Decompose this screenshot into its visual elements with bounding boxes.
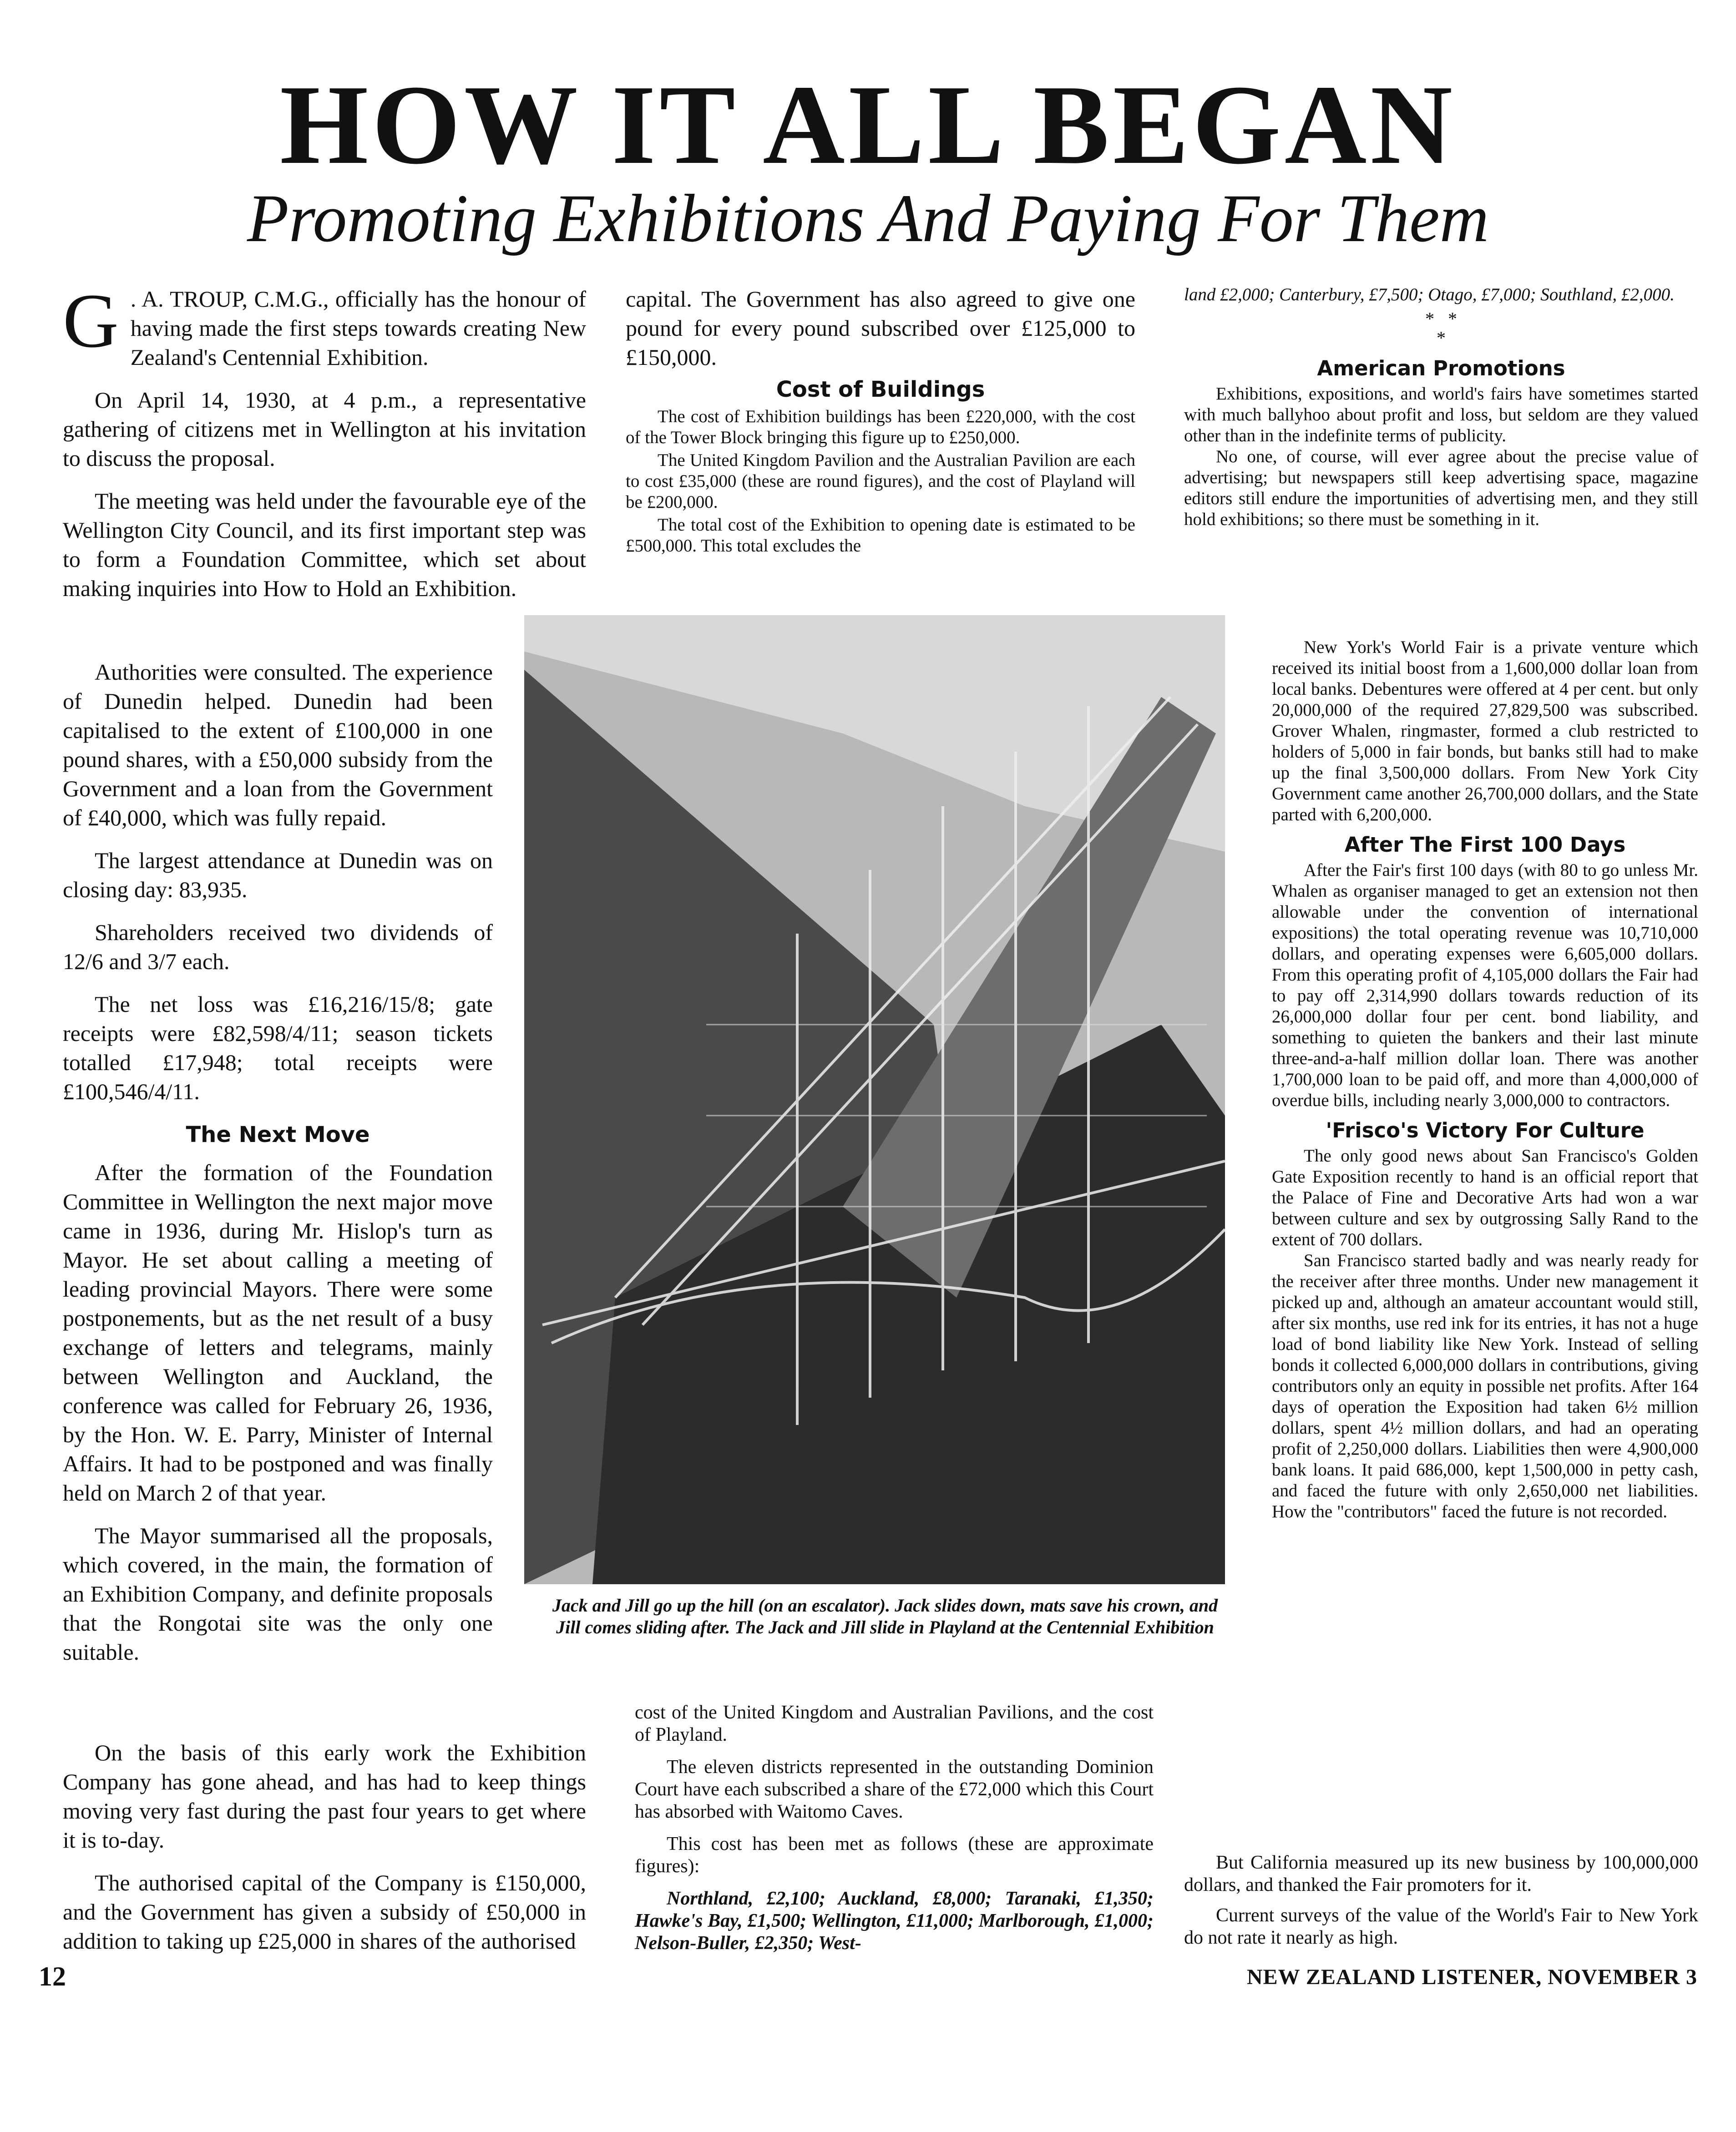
article-paragraph: Exhibitions, expositions, and world's fairs have sometimes started with much ballyhoo about profit and loss, but seldom are they valued other than in the indefinite terms of publicity. <box>1184 384 1698 445</box>
column-3-bottom <box>1184 1852 1698 1949</box>
article-paragraph: The Mayor summarised all the proposals, which covered, in the main, the formation of an Exhibition Company, and definite proposals that the Rongotai site was the only one suitable. <box>63 1523 493 1665</box>
article-paragraph: San Francisco started badly and was nearly ready for the receiver after three months. Under new management it picked up and, although an amateur accountant would still, after six months, use red ink for its entries, it has not a huge load of bond liability like New York. Instead of selling bonds it collected 6,000,000 dollars in contributions, giving contributors only an equity in possible net profits. After 164 days of operation the Exposition had taken 6½ million dollars, spent 4½ million dollars, and had an operating profit of 2,250,000 dollars. Liabilities then were 4,900,000 bank loans. It paid 686,000, kept 1,500,000 in petty cash, and faced the future with only 2,650,000 net liabilities. How the "contributors" faced the future is not recorded. <box>1272 1251 1698 1521</box>
article-paragraph: The cost of Exhibition buildings has been £220,000, with the cost of the Tower Block bringing this figure up to £250,000. <box>626 407 1135 447</box>
article-paragraph: The eleven districts represented in the outstanding Dominion Court have each subscribed a share of the £72,000 which this Court has absorbed with Waitomo Caves. <box>635 1757 1154 1822</box>
article-paragraph: After the Fair's first 100 days (with 80 to go unless Mr. Whalen as organiser managed to get an extension not then allowable under the convention of international expositions) the total operating revenue was 10,710,000 dollars, and operating expenses were 6,605,000 dollars. From this operating profit of 4,105,000 dollars the Fair had to pay off 2,314,990 dollars towards reduction of its 26,000,000 dollar four per cent. bond liability, and something to quieten the bankers and their last minute three-and-a-half million dollar loan. There was another 1,700,000 loan to be paid off, and more than 4,000,000 of overdue bills, including nearly 3,000,000 to contractors. <box>1272 860 1698 1110</box>
section-heading: American Promotions <box>1317 356 1565 380</box>
article-paragraph: Shareholders received two dividends of 12/6 and 3/7 each. <box>63 919 493 974</box>
column-3-narrow <box>1272 637 1698 1522</box>
article-paragraph: G . A. TROUP, C.M.G., officially has the honour of having made the first steps towards creating New Zealand's Centennial Exhibition. <box>63 278 586 370</box>
column-2-bottom <box>635 1702 1154 1968</box>
column-1 <box>63 278 586 616</box>
escalator-photo <box>524 615 1225 1584</box>
article-paragraph: The net loss was £16,216/15/8; gate receipts were £82,598/4/11; season tickets totalled £17,948; total receipts were £100,546/4/11. <box>63 991 493 1104</box>
drop-cap: G <box>63 278 119 364</box>
article-paragraph: The United Kingdom Pavilion and the Australian Pavilion are each to cost £35,000 (these are round figures), and the cost of Playland will be £200,000. <box>626 450 1135 512</box>
masthead: NEW ZEALAND LISTENER, NOVEMBER 3 <box>1247 1965 1697 1989</box>
separator-stars: * * <box>1425 308 1457 329</box>
article-paragraph: capital. The Government has also agreed to give one pound for every pound subscribed over £125,000 to £150,000. <box>626 286 1135 370</box>
photo-illustration <box>524 615 1225 1584</box>
section-heading: The Next Move <box>186 1122 370 1147</box>
article-paragraph: On the basis of this early work the Exhibition Company has gone ahead, and has had to keep things moving very fast during the past four years to get where it is to-day. <box>63 1740 586 1853</box>
article-paragraph: land £2,000; Canterbury, £7,500; Otago, £7,000; Southland, £2,000. <box>1184 285 1675 304</box>
section-heading: After The First 100 Days <box>1344 833 1626 857</box>
article-paragraph: cost of the United Kingdom and Australian Pavilions, and the cost of Playland. <box>635 1702 1154 1745</box>
article-paragraph: Northland, £2,100; Auckland, £8,000; Taranaki, £1,350; Hawke's Bay, £1,500; Wellington, £11,000; Marlborough, £1,000; Nelson-Buller, £2,350; West- <box>635 1888 1154 1954</box>
article-paragraph: Current surveys of the value of the World's Fair to New York do not rate it nearly as high. <box>1184 1905 1698 1948</box>
page-title: HOW IT ALL BEGAN <box>280 62 1456 188</box>
article-paragraph: New York's World Fair is a private venture which received its initial boost from a 1,600,000 dollar loan from local banks. Debentures were offered at 4 per cent. but only 20,000,000 of the required 27,829,500 was subscribed. Grover Whalen, ringmaster, formed a club restricted to holders of 5,000 in fair bonds, but banks still had to make up the final 3,500,000 dollars. From New York City Government came another 26,700,000 dollars, and the State parted with 6,200,000. <box>1272 637 1698 824</box>
column-1-bottom <box>63 1738 586 1969</box>
article-paragraph: The authorised capital of the Company is £150,000, and the Government has given a subsidy of £50,000 in addition to taking up £25,000 in shares of the authorised <box>63 1870 586 1954</box>
page-subtitle: Promoting Exhibitions And Paying For Them <box>247 181 1489 256</box>
section-heading: 'Frisco's Victory For Culture <box>1326 1118 1645 1142</box>
article-paragraph: After the formation of the Foundation Committee in Wellington the next major move came in 1936, during Mr. Hislop's turn as Mayor. He set about calling a meeting of leading provincial Mayors. There were some postponements, but as the net result of a busy exchange of letters and telegrams, mainly between Wellington and Auckland, the conference was called for February 26, 1936, by the Hon. W. E. Parry, Minister of Internal Affairs. It had to be postponed and was finally held on March 2 of that year. <box>63 1160 493 1506</box>
column-3-top <box>1184 284 1698 530</box>
article-paragraph: On April 14, 1930, at 4 p.m., a representative gathering of citizens met in Wellington at his invitation to discuss the proposal. <box>63 387 586 471</box>
column-1-narrow <box>63 657 493 1680</box>
column-2-top <box>626 284 1135 570</box>
separator-stars: * <box>1437 328 1446 348</box>
article-paragraph: The only good news about San Francisco's Golden Gate Exposition recently to hand is an official report that the Palace of Fine and Decorative Arts had won a war between culture and sex by outgrossing Sally Rand to the extent of 700 dollars. <box>1272 1146 1698 1249</box>
article-paragraph: Authorities were consulted. The experience of Dunedin helped. Dunedin had been capitalised to the extent of £100,000 in one pound shares, with a £50,000 subsidy from the Government and a loan from the Government of £40,000, which was fully repaid. <box>63 659 493 830</box>
page-number: 12 <box>39 1961 66 1991</box>
article-paragraph: The total cost of the Exhibition to opening date is estimated to be £500,000. This total excludes the <box>626 515 1135 556</box>
section-heading: Cost of Buildings <box>776 377 985 402</box>
photo-caption: Jack and Jill go up the hill (on an escalator). Jack slides down, mats save his crown, and Jill comes sliding after. The Jack and Jill slide in Playland at the Centennial Exhibition <box>552 1595 1218 1637</box>
article-paragraph: The meeting was held under the favourable eye of the Wellington City Council, and its first important step was to form a Foundation Committee, which set about making inquiries into How to Hold an Exhibition. <box>63 488 586 601</box>
article-paragraph: This cost has been met as follows (these are approximate figures): <box>635 1834 1154 1877</box>
article-paragraph: But California measured up its new business by 100,000,000 dollars, and thanked the Fair promoters for it. <box>1184 1852 1698 1895</box>
article-paragraph: No one, of course, will ever agree about the precise value of advertising; but newspapers still keep advertising space, magazine editors still endure the importunities of advertising men, and they still hold exhibitions; so there must be something in it. <box>1184 447 1698 529</box>
article-paragraph: The largest attendance at Dunedin was on closing day: 83,935. <box>63 848 493 902</box>
